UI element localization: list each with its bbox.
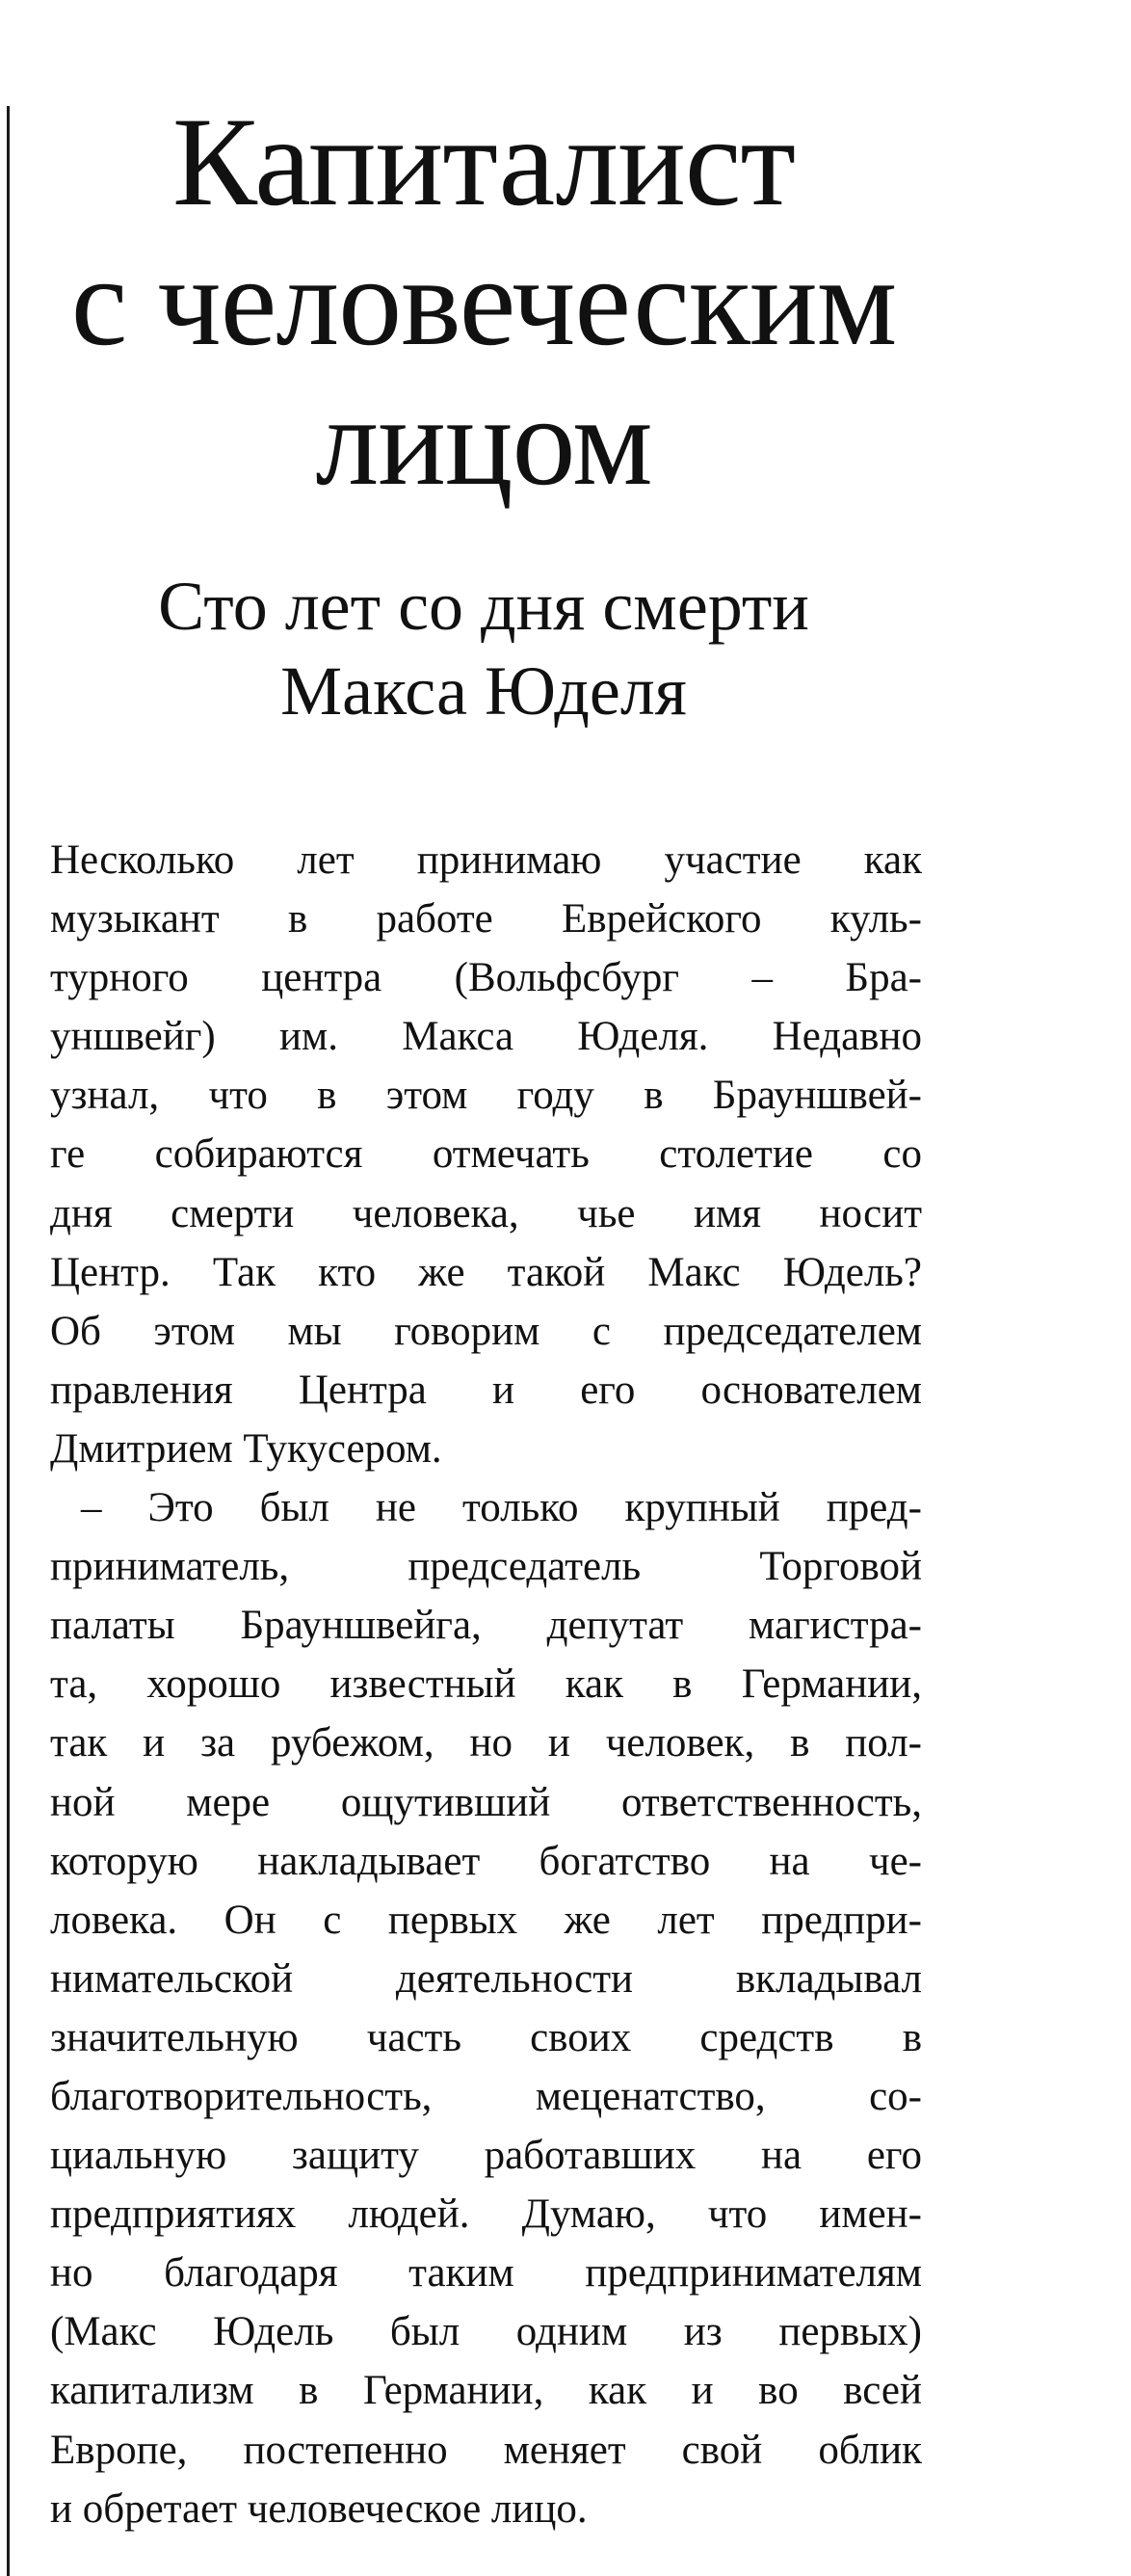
paragraph-line: ной мере ощутивший ответственность, [50,1779,922,1825]
paragraph-line: узнал, что в этом году в Брауншвей- [50,1073,922,1119]
paragraph-line: Об этом мы говорим с председателем [50,1308,922,1354]
paragraph-line: но благодаря таким предпринимателям [50,2250,922,2297]
paragraph-line: Дмитрием Тукусером. [50,1425,442,1472]
paragraph-line: капитализм в Германии, как и во всей [50,2368,922,2414]
paragraph-line: так и за рубежом, но и человек, в пол- [50,1720,922,1766]
subheadline-line: Сто лет со дня смерти [158,568,809,645]
paragraph-line: которую накладывает богатство на че- [50,1838,922,1884]
paragraph-first-line: Несколько лет принимаю участие как [50,837,922,883]
paragraph-line: турного центра (Вольфсбург – Бра- [50,955,922,1001]
paragraph-line: и обретает человеческое лицо. [50,2485,588,2532]
paragraph-line: та, хорошо известный как в Германии, [50,1661,922,1708]
headline [50,92,917,511]
paragraph-line: правления Центра и его основателем [50,1367,922,1413]
subheadline-line: Макса Юделя [280,652,687,730]
headline-line: лицом [315,370,652,512]
paragraph-line: нимательской деятельности вкладывал [50,1955,922,2002]
paragraph-line: Европе, постепенно меняет свой облик [50,2427,922,2473]
paragraph-line: Центр. Так кто же такой Макс Юдель? [50,1249,922,1295]
paragraph-line: ге собираются отмечать столетие со [50,1131,922,1178]
paragraph-line: значительную часть своих средств в [50,2014,922,2060]
paragraph-line: предприятиях людей. Думаю, что имен- [50,2191,922,2238]
paragraph-line: уншвейг) им. Макса Юделя. Недавно [50,1014,922,1060]
article-body [50,831,922,2538]
paragraph-line: дня смерти человека, чье имя носит [50,1190,922,1236]
paragraph-line: циальную защиту работавших на его [50,2133,922,2179]
paragraph-line: палаты Брауншвейга, депутат магистра- [50,1603,922,1649]
paragraph-first-line: – Это был не только крупный пред- [81,1485,922,1531]
column-rule [7,106,10,2576]
headline-line: с человеческим [70,230,897,372]
paragraph-line: (Макс Юдель был одним из первых) [50,2309,922,2355]
paragraph-line: благотворительность, меценатство, со- [50,2073,922,2119]
paragraph-line: музыкант в работе Еврейского куль- [50,896,922,943]
paragraph-line: ловека. Он с первых же лет предпри- [50,1897,922,1943]
article-header [50,92,917,733]
paragraph-line: приниматель, председатель Торговой [50,1544,922,1590]
headline-line: Капиталист [171,91,796,232]
subheadline [50,564,917,733]
